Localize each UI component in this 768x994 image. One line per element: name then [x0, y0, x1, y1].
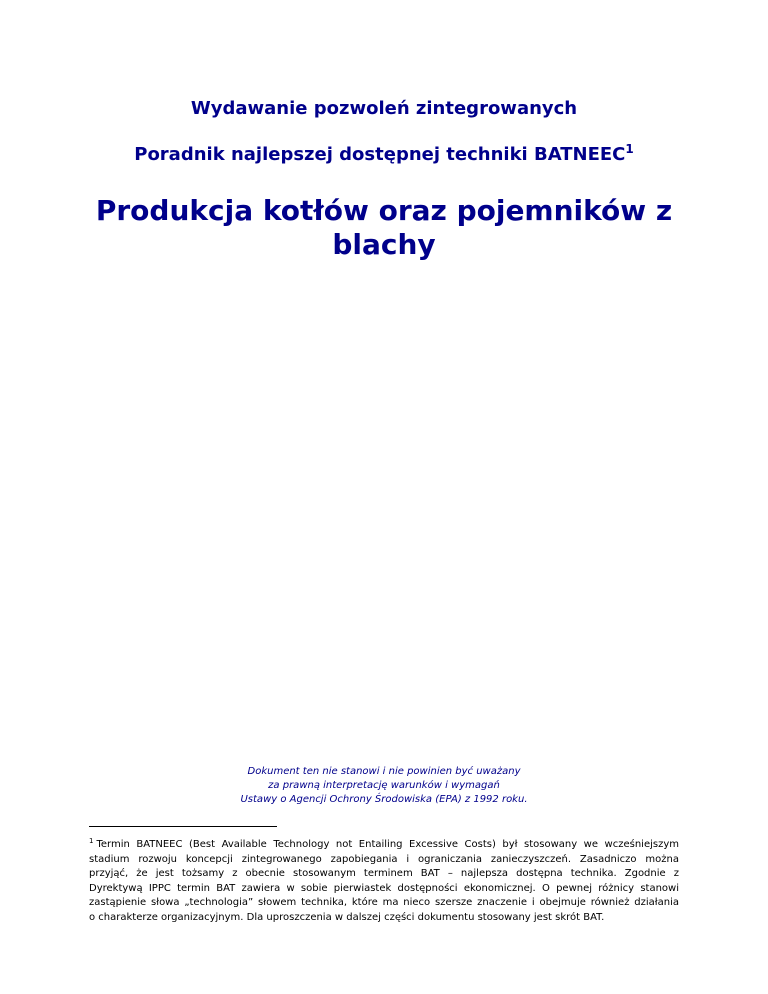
- main-title-line-1: Produkcja kotłów oraz pojemników z: [95, 194, 673, 227]
- footnote-reference[interactable]: 1: [625, 142, 634, 156]
- footnote-line-1: [89, 838, 679, 853]
- main-title-line-2: blachy: [332, 228, 436, 261]
- guide-subtitle-text: Poradnik najlepszej dostępnej techniki BATNEEC: [134, 144, 626, 165]
- header-title: Wydawanie pozwoleń zintegrowanych: [190, 98, 578, 119]
- footnote-line-1-text: Termin BATNEEC (Best Available Technology not Entailing Excessive Costs) był stosowany we wcześniejszym: [96, 839, 679, 850]
- footnote-line-4: Dyrektywą IPPC termin BAT zawiera w sobie pierwiastek dostępności ekonomicznej. O pewnej różnicy stanowi: [89, 882, 679, 894]
- disclaimer-line-3: Ustawy o Agencji Ochrony Środowiska (EPA) z 1992 roku.: [240, 794, 528, 805]
- document-main-title: [0, 194, 768, 262]
- footnote-marker: 1: [89, 837, 94, 845]
- footnote: [89, 838, 679, 925]
- footnote-line-5: zastąpienie słowa „technologia” słowem technika, które ma nieco szersze znaczenie i obejmuje również działania: [89, 897, 679, 908]
- footnote-line-6: o charakterze organizacyjnym. Dla uproszczenia w dalszej części dokumentu stosowany jest skrót BAT.: [89, 911, 605, 923]
- footnote-line-2: stadium rozwoju koncepcji zintegrowanego zapobiegania i ograniczania zanieczyszczeń. Zasadniczo można: [89, 853, 679, 865]
- guide-subtitle: [0, 143, 768, 167]
- footnote-line-3: przyjąć, że jest tożsamy z obecnie stosowanym terminem BAT – najlepsza dostępna technika. Zgodnie z: [89, 868, 679, 879]
- disclaimer-line-2: za prawną interpretację warunków i wymagań: [268, 780, 500, 791]
- disclaimer-line-1: Dokument ten nie stanowi i nie powinien być uważany: [247, 766, 521, 777]
- footnote-separator: [89, 826, 277, 827]
- legal-disclaimer: [0, 765, 768, 807]
